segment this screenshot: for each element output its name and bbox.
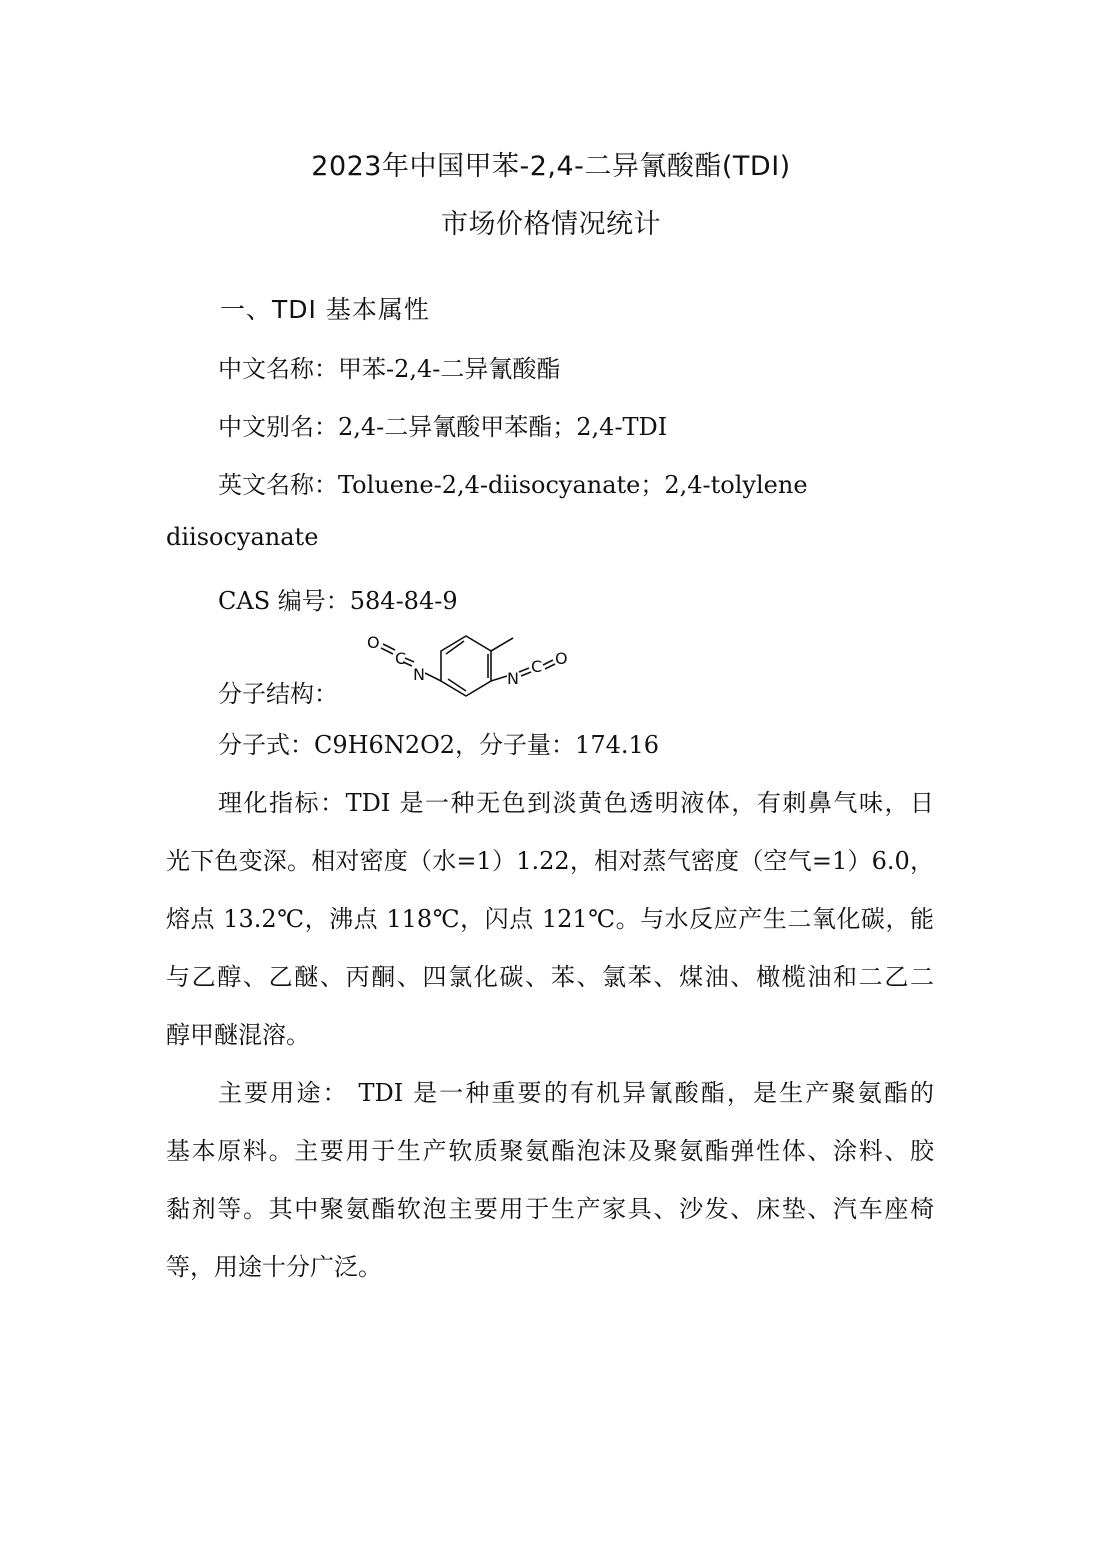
molecular-formula: 分子式：C9H6N2O2，分子量：174.16 [218, 731, 660, 759]
english-name-line-2: diisocyanate [166, 523, 319, 551]
chinese-name: 中文名称：甲苯-2,4-二异氰酸酯 [218, 355, 561, 383]
right-n-c-bond-2 [521, 672, 531, 676]
usage-line-1: 主要用途： TDI 是一种重要的有机异氰酸酯，是生产聚氨酯的 [218, 1079, 934, 1107]
left-n-c-bond-2 [405, 658, 414, 662]
physchem-line-1: 理化指标：TDI 是一种无色到淡黄色透明液体，有刺鼻气味，日 [218, 789, 934, 817]
atom-oxygen-right: O [555, 649, 568, 668]
molecular-structure-label: 分子结构： [218, 680, 338, 708]
right-c-o-bond-2 [545, 664, 555, 669]
section-heading-basic-properties: 一、TDI 基本属性 [220, 295, 430, 324]
atom-carbon-left: C [395, 649, 407, 668]
document-title-line-2: 市场价格情况统计 [441, 209, 661, 240]
usage-line-2: 基本原料。主要用于生产软质聚氨酯泡沫及聚氨酯弹性体、涂料、胶 [166, 1137, 934, 1165]
right-c-o-bond-1 [543, 660, 553, 665]
ring-double-bond-bottom-left [448, 679, 466, 691]
cas-number: CAS 编号：584-84-9 [218, 587, 458, 615]
right-ring-n-bond [491, 676, 507, 681]
usage-line-4: 等，用途十分广泛。 [166, 1253, 382, 1281]
physchem-line-5: 醇甲醚混溶。 [166, 1021, 310, 1049]
methyl-bond [491, 638, 513, 651]
english-name-line-1: 英文名称：Toluene-2,4-diisocyanate；2,4-tolylene [218, 471, 808, 499]
physchem-line-3: 熔点 13.2℃，沸点 118℃，闪点 121℃。与水反应产生二氧化碳，能 [166, 905, 934, 933]
right-n-c-bond-1 [519, 668, 529, 672]
atom-nitrogen-left: N [413, 665, 425, 684]
atom-oxygen-left: O [367, 633, 380, 652]
atom-nitrogen-right: N [507, 669, 519, 688]
left-ring-n-bond [425, 673, 441, 681]
usage-line-3: 黏剂等。其中聚氨酯软泡主要用于生产家具、沙发、床垫、汽车座椅 [166, 1195, 934, 1223]
molecular-structure-diagram [361, 626, 581, 700]
chinese-alias: 中文别名：2,4-二异氰酸甲苯酯；2,4-TDI [218, 413, 668, 441]
physchem-line-2: 光下色变深。相对密度（水=1）1.22，相对蒸气密度（空气=1）6.0， [166, 847, 934, 875]
physchem-line-4: 与乙醇、乙醚、丙酮、四氯化碳、苯、氯苯、煤油、橄榄油和二乙二 [166, 963, 934, 991]
atom-carbon-right: C [531, 657, 543, 676]
document-title-line-1: 2023年中国甲苯-2,4-二异氰酸酯(TDI) [311, 151, 791, 182]
benzene-ring [441, 636, 491, 696]
